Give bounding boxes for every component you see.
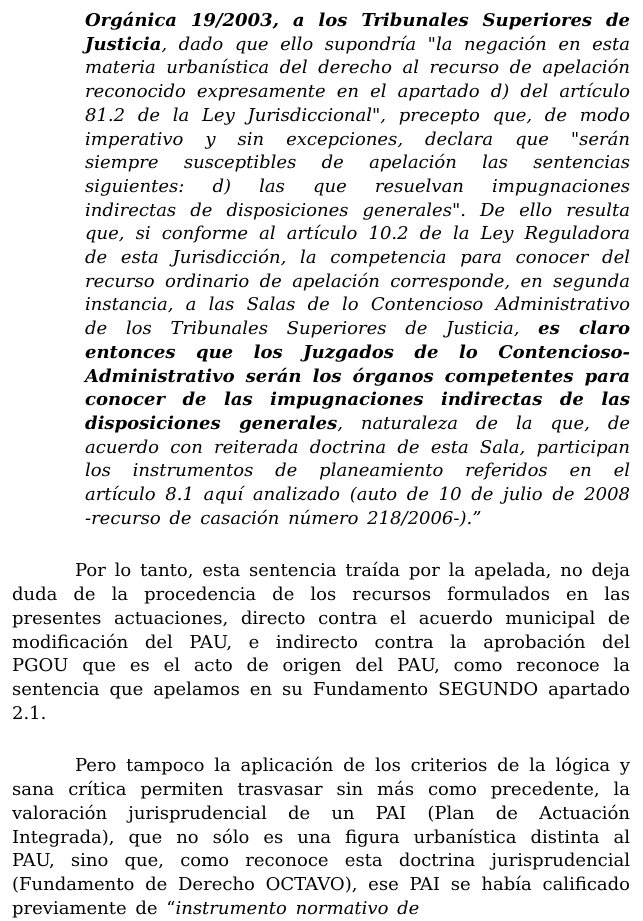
legal-quote-block	[85, 9, 630, 530]
paragraph-por-lo-tanto: Por lo tanto, esta sentencia traída por la apelada, no deja duda de la procedencia de los recursos formulados en las presentes actuaciones, directo contra el acuerdo municipal de modificación del PAU, e indirecto contra la aprobación del PGOU que es el acto de origen del PAU, como reconoce la sentencia que apelamos en su Fundamento SEGUNDO apartado 2.1.	[12, 560, 630, 724]
paragraph-pero-tampoco-italic-phrase: instrumento normativo de	[175, 897, 420, 919]
quote-emphasis-bold-text: es claro entonces que los Juzgados de lo Contencioso-Administrativo serán los órganos competentes para conocer de las impugnaciones indirectas de las disposiciones generales	[85, 318, 630, 434]
quote-lead-bold-text: Orgánica 19/2003, a los Tribunales Superiores de Justicia	[85, 10, 630, 55]
quote-body-text-2: , naturaleza de la que, de acuerdo con reiterada doctrina de esta Sala, participan los instrumentos de planeamiento referidos en el artículo 8.1 aquí analizado (auto de 10 de julio de 2008 -recurso de casación número 218/2006-).”	[85, 412, 630, 529]
quote-body-text-1: , dado que ello supondría "la negación en esta materia urbanística del derecho al recurso de apelación reconocido expresamente en el apartado d) del artículo 81.2 de la Ley Jurisdiccional", precepto que, de modo imperativo y sin excepciones, declara que "serán siempre susceptibles de apelación las sentencias siguientes: d) las que resuelvan impugnaciones indirectas de disposiciones generales". De ello resulta que, si conforme al artículo 10.2 de la Ley Reguladora de esta Jurisdicción, la competencia para conocer del recurso ordinario de apelación corresponde, en segunda instancia, a las Salas de lo Contencioso Administrativo de los Tribunales Superiores de Justicia,	[85, 33, 630, 340]
paragraph-pero-tampoco-text: Pero tampoco la aplicación de los criterios de la lógica y sana crítica permiten trasvasar sin más como precedente, la valoración jurisprudencial de un PAI (Plan de Actuación Integrada), que no sólo es una figura urbanística distinta al PAU, sino que, como reconoce esta doctrina jurisprudencial (Fundamento de Derecho OCTAVO), ese PAI se había calificado previamente de “	[12, 755, 630, 919]
paragraph-pero-tampoco	[12, 754, 630, 920]
